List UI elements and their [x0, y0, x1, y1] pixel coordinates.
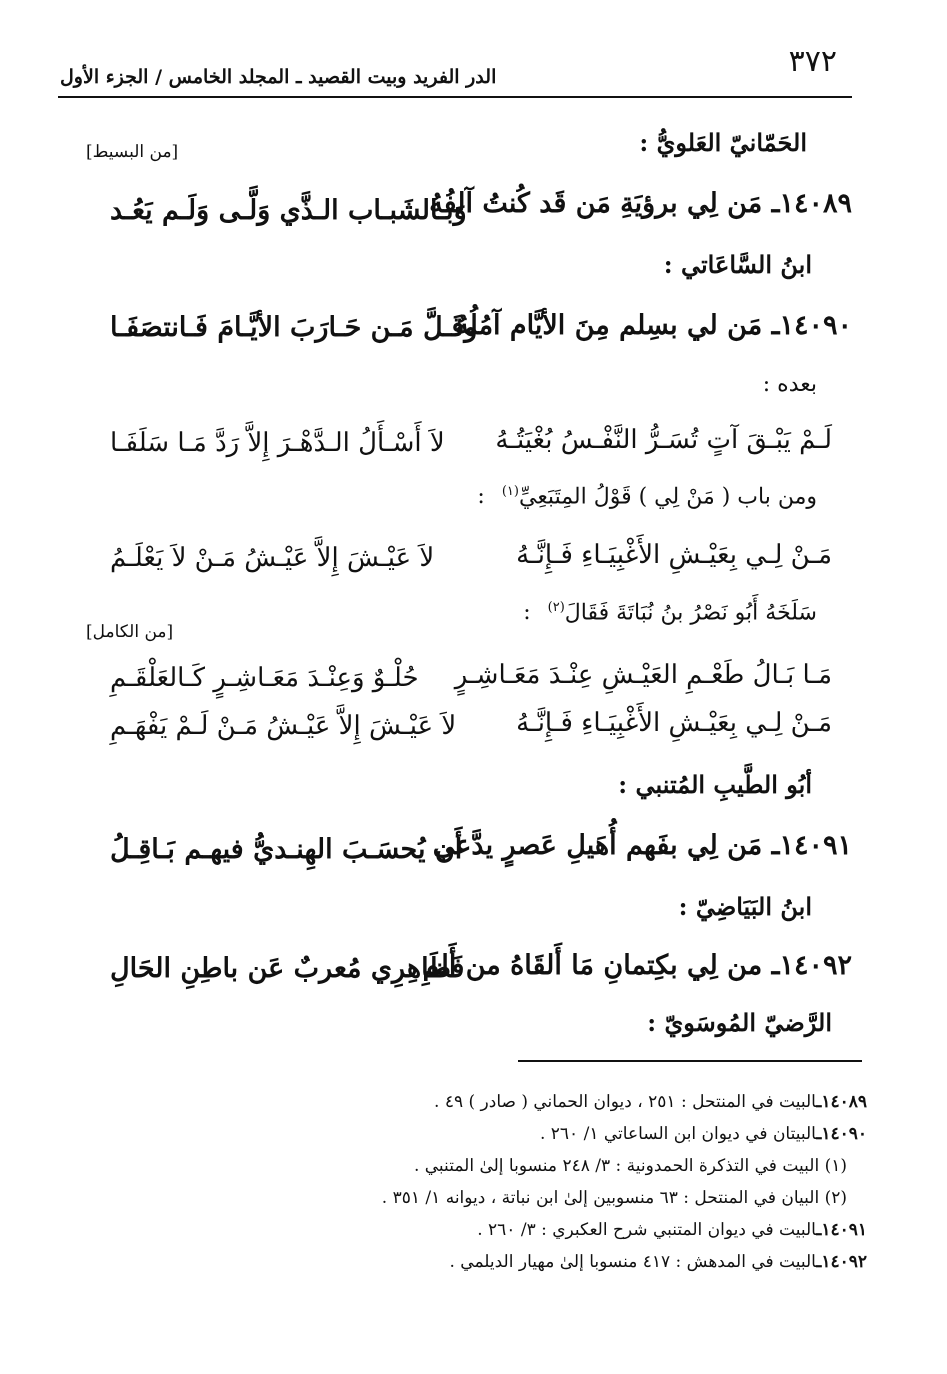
meter-label: [من الكامل] [86, 622, 174, 642]
colon: : [523, 600, 531, 626]
colon: : [477, 484, 485, 510]
verse-second-hemistich: حُلْـوٌ وَعِنْـدَ مَعَـاشِـرٍ كَـالعَلْقَـمِ [110, 663, 419, 693]
verse-second-hemistich: لاَ عَيْـشَ إِلاَّ عَيْـشُ مَـنْ لاَ يَعْلَـمُ [110, 543, 435, 573]
chapter-text: ومن باب ( مَنْ لِي ) قَوْلُ المِتَبَعِيِّ [518, 484, 817, 510]
footnote-mark: (١) [501, 484, 519, 499]
attribution-line [523, 600, 817, 625]
meter-label: [من البسيط] [86, 142, 179, 162]
footnote-number: ١٤٠٩٠ـ [816, 1124, 867, 1144]
verse-first-hemistich: مَـنْ لِـي بِعَيْـشِ الأَغْبِيَـاءِ فَـإِنَّـهُ [516, 540, 832, 570]
verse-second-hemistich: فَظَاهِرِي مُعربٌ عَن باطِنِ الحَالِ [110, 953, 465, 984]
verse-first-hemistich: ١٤٠٩٠ـ مَن لي بسِلم مِنَ الأيَّام آمُلُهُ [455, 310, 852, 341]
footnote: (٢) البيان في المنتحل : ٦٣ منسوبين إلىٰ ابن نباتة ، ديوانه ١/ ٣٥١ . [381, 1188, 847, 1208]
footnote [434, 1092, 867, 1112]
header-rule [58, 96, 852, 98]
footnote-mark: (٢) [547, 600, 565, 615]
footnote-text: البيت في ديوان المتنبي شرح العكبري : ٣/ ٢٦٠ . [477, 1220, 817, 1240]
footnote [540, 1124, 867, 1144]
poet-name: ابنُ البَيَاضِيّ : [678, 892, 812, 921]
attribution-text: سَلَخَهُ أَبُو نَصْرُ بنُ نُبَاتَةَ فَقَالَ [564, 600, 817, 626]
verse-second-hemistich: وقَـلَّ مَـن حَـارَبَ الأيَّـامَ فَـانتصَفَـا [110, 312, 478, 343]
footnote-number: ١٤٠٩١ـ [816, 1220, 867, 1240]
page-number: ٣٧٢ [788, 44, 837, 79]
footnote-text: البيت في المدهش : ٤١٧ منسوبا إلىٰ مهيار الديلمي . [449, 1252, 817, 1272]
running-header: الدر الفريد وبيت القصيد ـ المجلد الخامس / الجزء الأول [60, 66, 497, 88]
footnote: (١) البيت في التذكرة الحمدونية : ٣/ ٢٤٨ منسوبا إلىٰ المتنبي . [413, 1156, 847, 1176]
verse-first-hemistich: ١٤٠٩٢ـ من لِي بكِتمانِ مَا أَلقَاهُ من أَلمِ [422, 950, 852, 981]
verse-second-hemistich: أَن يُحسَـبَ الهِنـديُّ فيهـم بَـاقِـلُ [110, 834, 463, 865]
verse-first-hemistich: مَـا بَـالُ طَعْـمِ العَيْـشِ عِنْـدَ مَعَـاشِـرٍ [454, 660, 832, 690]
poet-name: الحَمّانيّ العَلويُّ : [639, 128, 807, 157]
footnote [477, 1220, 867, 1240]
footnote-number: ١٤٠٨٩ـ [816, 1092, 867, 1112]
verse-second-hemistich: وَبـالشَبـاب الـذَّي وَلَّـى وَلَـم يَعُـد [110, 195, 467, 226]
verse-first-hemistich: مَـنْ لِـي بِعَيْـشِ الأَغْبِيَـاءِ فَـإِنَّـهُ [516, 708, 832, 738]
chapter-line [477, 484, 817, 509]
footnote-text: البيت في المنتحل : ٢٥١ ، ديوان الحماني ( صادر ) ٤٩ . [434, 1092, 817, 1112]
poet-name: ابنُ السَّاعَاتي : [663, 250, 812, 279]
verse-second-hemistich: لاَ عَيْـشَ إِلاَّ عَيْـشُ مَـنْ لَـمْ يَفْهَـمِ [110, 711, 457, 741]
after-label: بعده : [762, 372, 817, 397]
verse-second-hemistich: لاَ أَسْـأَلُ الـدَّهْـرَ إِلاَّ رَدَّ مَـا سَلَفَـا [110, 428, 445, 458]
poet-name: الرَّضيّ المُوسَويّ : [647, 1008, 832, 1037]
footnote-number: ١٤٠٩٢ـ [816, 1252, 867, 1272]
verse-first-hemistich: ١٤٠٨٩ـ مَن لِي برؤيَةِ مَن قَد كُنتُ آلفُهُ [429, 188, 852, 219]
footnote-rule [518, 1060, 862, 1062]
verse-first-hemistich: ١٤٠٩١ـ مَن لِي بفَهم أُهَيلِ عَصرٍ يدَّعي [432, 830, 852, 861]
poet-name: أبُو الطَّيبِ المُتنبي : [618, 770, 812, 799]
verse-first-hemistich: لَـمْ يَبْـقَ آتٍ تُسَـرُّ النَّفْـسُ بُغْيَتُـهُ [495, 425, 832, 455]
footnote [449, 1252, 867, 1272]
footnote-text: البيتان في ديوان ابن الساعاتي ١/ ٢٦٠ . [539, 1124, 817, 1144]
